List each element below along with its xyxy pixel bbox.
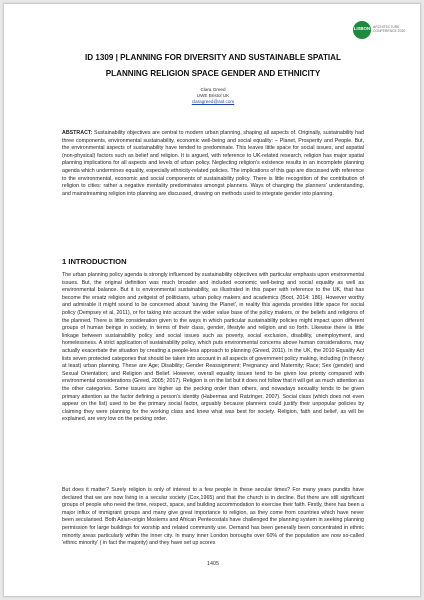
section-heading-introduction: 1 INTRODUCTION [62, 257, 127, 266]
paper-title-line-2: PLANNING RELIGION SPACE GENDER AND ETHNICITY [105, 69, 321, 78]
logo-mark-text: LISBON [353, 26, 371, 31]
author-email-link[interactable]: claragreed@aol.com [191, 99, 235, 104]
abstract-text: Sustainability objectives are central to modern urban planning, shaping all aspects of. Originally, sustainability had three components, environmental sustainability, economic well-being and social equality: – Planet, Prosperity and People. But, the environmental aspects of sustainability have tended to predominate. This leaves little space for social issues, and aspatial (non-physical) factors such as belief and religion. It is argued, with reference to UK-related research, religion has major spatial planning implications for all aspects and levels of urban policy. Neglecting religion's existence results in an incomplete planning agenda which undermines equality, especially ethnicity-related policies. The implications of this gap are discussed with reference to the environmental, economic and social components of sustainability policy. There is little recognition of the contribution of religion to cities: rather a negative mentality predominates amongst planners. Ways of changing the planners' understanding, and mainstreaming religion into planning are discussed, drawing on methods used to integrate gender into planning. [62, 130, 364, 197]
abstract [62, 130, 364, 198]
page-number: 1405 [207, 561, 219, 567]
author-affiliation: UWE Bristol UK [196, 93, 230, 98]
logo-subtitle: ARCHITECTURE CONFERENCE 2020 [373, 25, 406, 34]
body-paragraph-1: The urban planning policy agenda is strongly influenced by sustainability objectives with particular emphasis upon environmental issues. But, the original definition was much broader and included economic well-being and social equality as well as environmental balance. But it is environmental sustainability, as illustrated in this paper with reference to the UK, that has become the ersatz religion and zeitgeist of politicians, urban policy makers and academics (Boot, 2014: 186). However worthy and admirable it might sound to be concerned about 'saving the Planet', in reality this agenda provides little space for social policy (Dempsey et al, 2011), or for taking into account the wider value base of the policy makers, or the beliefs and religions of the planned. There is little consideration given to the ways in which particular sustainability policies might impact upon different groups of human beings in society, in terms of their class, gender, lifestyle and religion and so forth. Likewise there is little linkage between sustainability policy and social issues such as poverty, social exclusion, disability, unemployment, and homelessness. A strict application of sustainability policy, which puts environmental concerns above human considerations, may actually exacerbate the situation by creating a people-less approach to planning (Greed, 2011). In the UK, the 2010 Equality Act lists seven protected categories that should be taken into account in all aspects of government policy making, including (in theory at least) urban planning. These are Age; Disability; Gender Reassignment; Pregnancy and Maternity; Race; Sex (gender) and Sexual Orientation; and Religion and Belief. However, overall equality issues tend to be given low priority compared with environmental considerations (Greed, 2005; 2017). Religion is on the list but it does not follow that it will get as much attention as the other categories. Some issues are higher up the pecking order than others, and nowadays sexuality tends to be given primary attention as the factor defining a person's identity (Habermas and Ratzinger, 2007). Social class (which does not even appear on the list) used to be the primary social factor, arguably because planners could justify their unpopular policies by claiming they were planning for the working class and knew what was best for society. Religion, faith and belief, as will be explained, are very low on the pecking order. [62, 272, 364, 423]
body-paragraph-2: But does it matter? Surely religion is only of interest to a few people in these secular times? For many years pundits have declared that we are now living in a secular society (Cox,1965) and that the church is in decline. But there are still significant groups of people who need the time, respect, space, and building accommodation to exercise their faith. Firstly, there has been a major influx of immigrant groups and many give great importance to religion, as they come from countries which have never been secularised. Both Asian-origin Moslems and African Pentecostals have challenged the planning system in seeking planning permission for large buildings for worship and related community use. Demand has been generally been concentrated in ethnic minority areas particularly within the inner city. In many inner London boroughs over 60% of the population are now so-called 'ethnic minority' ( in fact the majority) and they have set up scores [62, 487, 364, 547]
author-name: Clara Greed [200, 87, 226, 92]
abstract-label: ABSTRACT: [62, 130, 93, 136]
conference-logo [353, 21, 407, 41]
paper-title [24, 50, 402, 82]
paper-page [3, 3, 421, 597]
author-block [24, 87, 402, 105]
paper-title-line-1: ID 1309 | PLANNING FOR DIVERSITY AND SUSTAINABLE SPATIAL [85, 53, 341, 62]
